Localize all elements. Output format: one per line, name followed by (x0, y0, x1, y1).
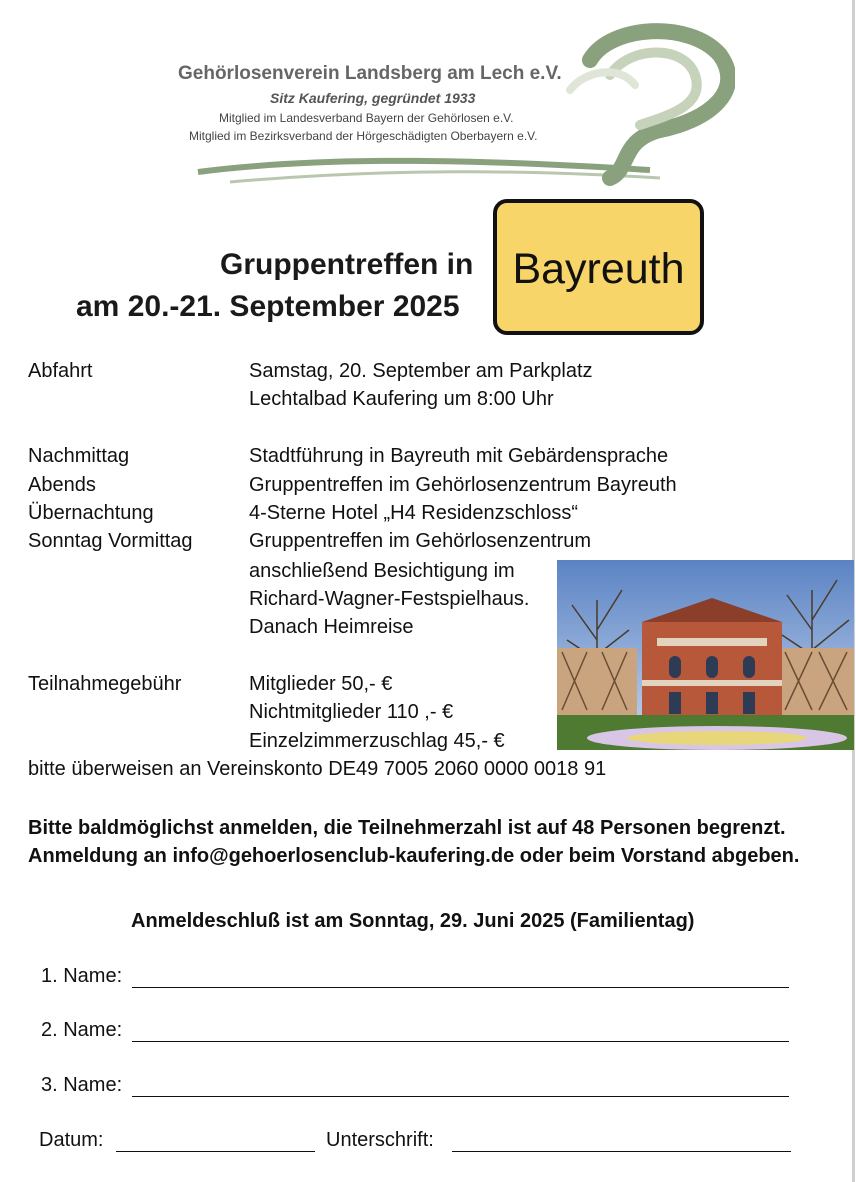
value-fee-single-room: Einzelzimmerzuschlag 45,- € (249, 730, 505, 752)
name-2-field[interactable] (132, 1041, 789, 1042)
value-sonntag-1: Gruppentreffen im Gehörlosenzentrum (249, 530, 592, 552)
name-2-label: 2. Name: (41, 1019, 123, 1041)
date-field[interactable] (116, 1151, 315, 1152)
org-founded: Sitz Kaufering, gegründet 1933 (270, 90, 476, 106)
value-abends: Gruppentreffen im Gehörlosenzentrum Bayreuth (249, 474, 677, 496)
signature-field[interactable] (452, 1151, 791, 1152)
date-label: Datum: (39, 1129, 104, 1151)
name-1-label: 1. Name: (41, 965, 123, 987)
label-abends: Abends (28, 474, 96, 496)
registration-notice: Bitte baldmöglichst anmelden, die Teilnehmerzahl ist auf 48 Personen begrenzt. Anmeldung an info@gehoerlosenclub-kaufering.de oder beim Vorstand abgeben. (28, 817, 800, 867)
city-sign-text: Bayreuth (512, 245, 685, 293)
value-abfahrt-2: Lechtalbad Kaufering um 8:00 Uhr (249, 388, 554, 410)
name-3-label: 3. Name: (41, 1074, 123, 1096)
value-sonntag-4: Danach Heimreise (249, 616, 414, 638)
festspielhaus-photo (557, 560, 854, 750)
registration-deadline: Anmeldeschluß ist am Sonntag, 29. Juni 2025 (Familientag) (131, 910, 695, 932)
value-uebernachtung: 4-Sterne Hotel „H4 Residenzschloss“ (249, 502, 579, 524)
title-line-2: am 20.-21. September 2025 (76, 290, 460, 323)
name-1-field[interactable] (132, 987, 789, 988)
value-abfahrt-1: Samstag, 20. September am Parkplatz (249, 360, 593, 382)
value-sonntag-3: Richard-Wagner-Festspielhaus. (249, 588, 530, 610)
org-name: Gehörlosenverein Landsberg am Lech e.V. (178, 63, 562, 84)
name-3-field[interactable] (132, 1096, 789, 1097)
label-sonntag: Sonntag Vormittag (28, 530, 193, 552)
label-abfahrt: Abfahrt (28, 360, 93, 382)
membership-line-1: Mitglied im Landesverband Bayern der Gehörlosen e.V. (219, 111, 514, 125)
title-line-1: Gruppentreffen in (220, 248, 474, 281)
membership-line-2: Mitglied im Bezirksverband der Hörgeschädigten Oberbayern e.V. (189, 129, 538, 143)
value-fee-nonmembers: Nichtmitglieder 110 ,- € (249, 701, 454, 723)
value-fee-members: Mitglieder 50,- € (249, 673, 393, 695)
value-nachmittag: Stadtführung in Bayreuth mit Gebärdensprache (249, 445, 669, 467)
label-nachmittag: Nachmittag (28, 445, 130, 467)
label-teilnahmegebuehr: Teilnahmegebühr (28, 673, 182, 695)
signature-label: Unterschrift: (326, 1129, 434, 1151)
city-sign (493, 199, 704, 335)
value-sonntag-2: anschließend Besichtigung im (249, 560, 515, 582)
bank-account: bitte überweisen an Vereinskonto DE49 7005 2060 0000 0018 91 (28, 758, 607, 780)
label-uebernachtung: Übernachtung (28, 502, 154, 524)
